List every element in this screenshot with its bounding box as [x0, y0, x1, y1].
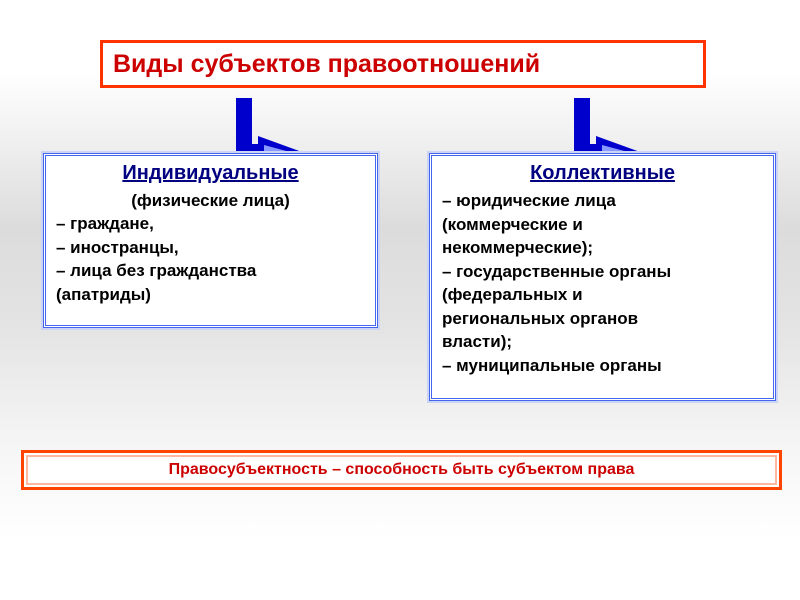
title-box: [100, 40, 706, 88]
collective-subjects-box: [429, 153, 776, 401]
list-item: – государственные органы: [442, 261, 672, 281]
list-item: некоммерческие);: [442, 238, 594, 257]
individual-subjects-box: [43, 153, 378, 328]
list-item: – юридические лица: [442, 191, 616, 210]
list-item: (федеральных и: [442, 285, 583, 304]
individual-heading: Индивидуальные: [122, 162, 299, 184]
list-item: – граждане,: [56, 214, 154, 233]
list-item: – иностранцы,: [56, 237, 179, 257]
list-item: – лица без гражданства: [56, 261, 257, 280]
page-title: Виды субъектов правоотношений: [113, 49, 541, 78]
list-item: региональных органов: [442, 308, 639, 328]
definition-box: [21, 450, 782, 490]
collective-heading: Коллективные: [530, 162, 675, 184]
list-item: (апатриды): [56, 284, 151, 304]
list-item: – муниципальные органы: [442, 355, 662, 375]
list-item: (коммерческие и: [442, 214, 583, 234]
definition-text: Правосубъектность – способность быть субъектом права: [168, 461, 635, 478]
list-item: власти);: [442, 332, 513, 351]
individual-subheading: (физические лица): [131, 191, 290, 210]
